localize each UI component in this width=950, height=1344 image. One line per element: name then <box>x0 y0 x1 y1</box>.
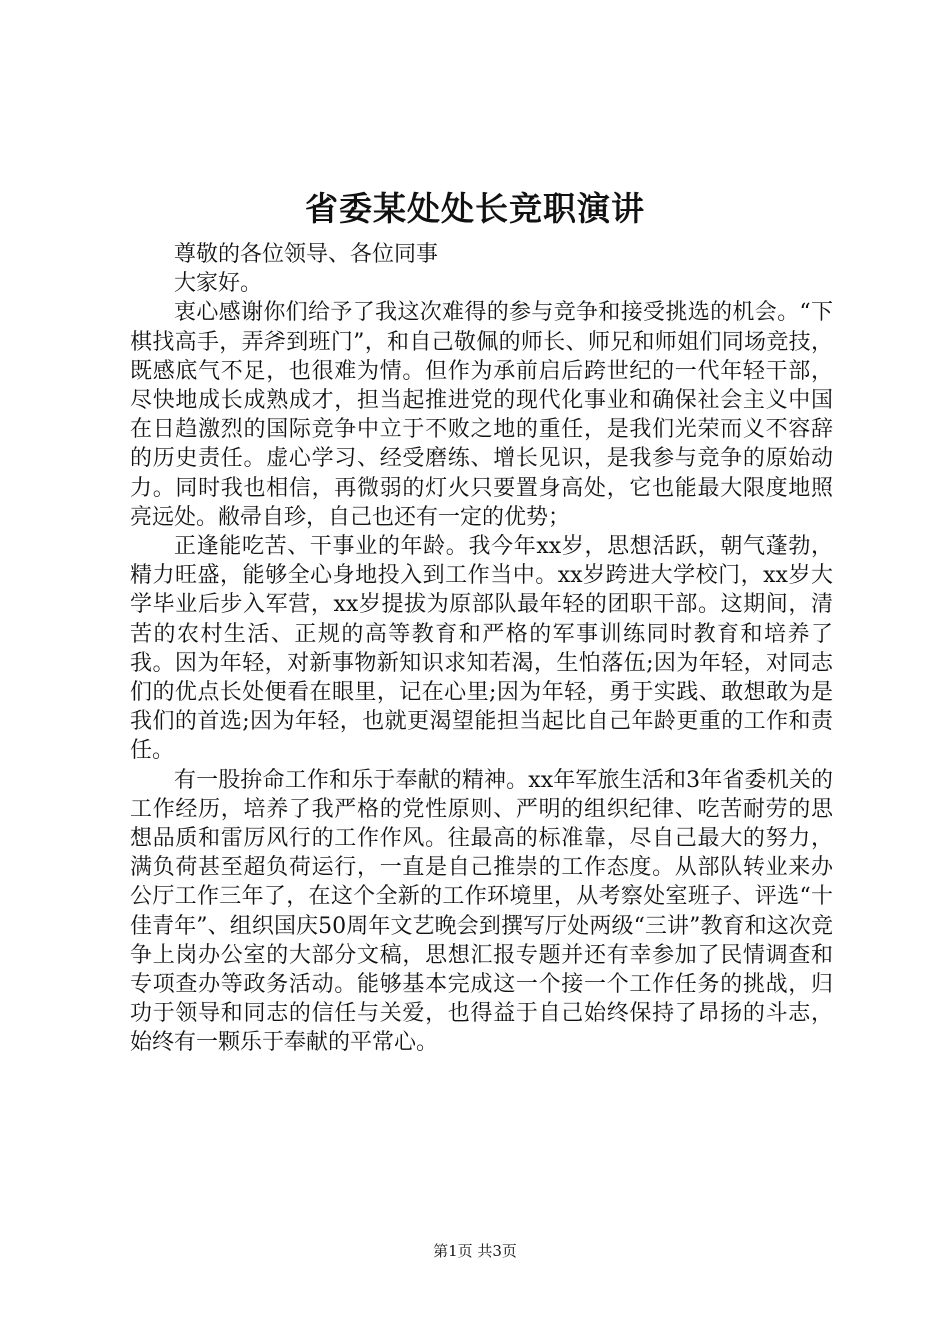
page-footer: 第1页 共3页 <box>433 1242 517 1260</box>
paragraph: 有一股拚命工作和乐于奉献的精神。xx年军旅生活和3年省委机关的工作经历，培养了我严格的党性原则、严明的组织纪律、吃苦耐劳的思想品质和雷厉风行的工作作风。往最高的标准靠，尽自己最大的努力，满负荷甚至超负荷运行，一直是自己推崇的工作态度。从部队转业来办公厅工作三年了，在这个全新的工作环境里，从考察处室班子、评选“十佳青年”、组织国庆50周年文艺晚会到撰写厅处两级“三讲”教育和这次竞争上岗办公室的大部分文稿，思想汇报专题并还有幸参加了民情调查和专项查办等政务活动。能够基本完成这一个接一个工作任务的挑战，归功于领导和同志的信任与关爱，也得益于自己始终保持了昂扬的斗志，始终有一颗乐于奉献的平常心。 <box>130 767 833 1056</box>
paragraph: 正逢能吃苦、干事业的年龄。我今年xx岁，思想活跃，朝气蓬勃，精力旺盛，能够全心身地投入到工作当中。xx岁跨进大学校门，xx岁大学毕业后步入军营，xx岁提拔为原部队最年轻的团职干部。这期间，清苦的农村生活、正规的高等教育和严格的军事训练同时教育和培养了我。因为年轻，对新事物新知识求知若渴，生怕落伍;因为年轻，对同志们的优点长处便看在眼里，记在心里;因为年轻，勇于实践、敢想敢为是我们的首选;因为年轻，也就更渴望能担当起比自己年龄更重的工作和责任。 <box>130 534 833 764</box>
paragraph: 衷心感谢你们给予了我这次难得的参与竞争和接受挑选的机会。“下棋找高手，弄斧到班门”，和自己敬佩的师长、师兄和师姐们同场竞技，既感底气不足，也很难为情。但作为承前启后跨世纪的一代年轻干部，尽快地成长成熟成才，担当起推进党的现代化事业和确保社会主义中国在日趋激烈的国际竞争中立于不败之地的重任，是我们光荣而义不容辞的历史责任。虚心学习、经受磨练、增长见识，是我参与竞争的原始动力。同时我也相信，再微弱的灯火只要置身高处，它也能最大限度地照亮远处。敝帚自珍，自己也还有一定的优势； <box>130 300 833 530</box>
document-body <box>130 240 833 1058</box>
document-title: 省委某处处长竞职演讲 <box>305 189 645 228</box>
greeting: 大家好。 <box>174 271 263 297</box>
salutation: 尊敬的各位领导、各位同事 <box>174 242 439 267</box>
